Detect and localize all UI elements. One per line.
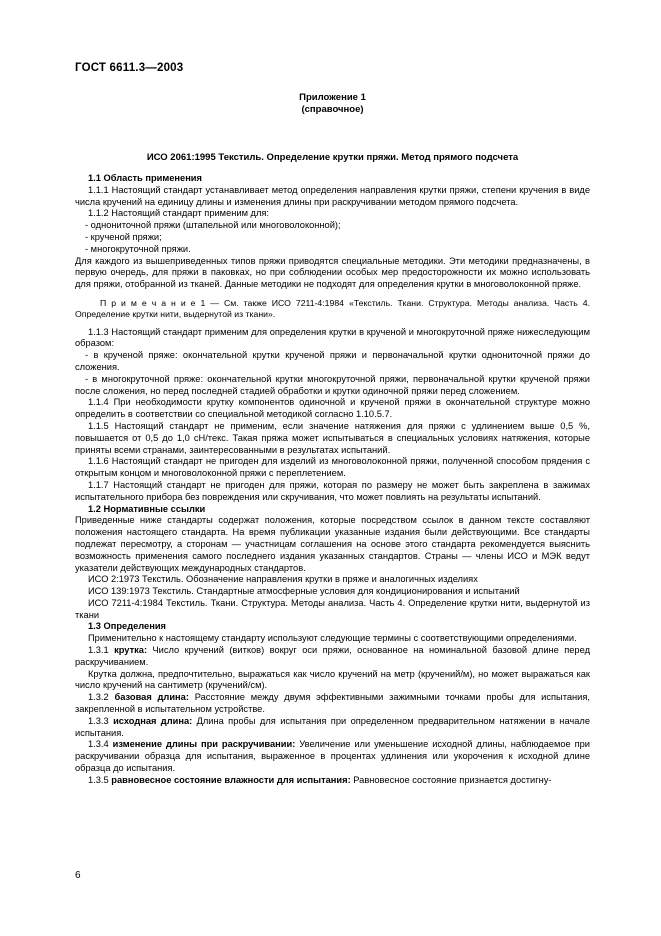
- paragraph-para: 1.1.6 Настоящий стандарт не пригоден для изделий из многоволоконной пряжи, полученной способом прядения с открытым концом и многоволоконной пряжи с переплетением.: [75, 456, 590, 479]
- paragraph-para: Применительно к настоящему стандарту используют следующие термины с соответствующими определениями.: [88, 633, 577, 644]
- term-bold: крутка:: [114, 645, 148, 656]
- page-number: 6: [75, 870, 81, 881]
- annex-block: [75, 92, 590, 116]
- paragraph-note: П р и м е ч а н и е 1 — См. также ИСО 7211-4:1984 «Текстиль. Ткани. Структура. Методы анализа. Часть 4. Определение крутки нити, выдернутой из ткани».: [75, 297, 590, 319]
- paragraph-heading: 1.3 Определения: [88, 621, 166, 632]
- paragraph-list: - в многокруточной пряже: окончательной крутки многокруточной пряжи, первоначальной крутки крученой пряжи после сложения, но перед последней стадией обработки и крутки одиночной пряжи перед сложением.: [75, 373, 590, 396]
- paragraph-list: - однониточной пряжи (штапельной или многоволоконной);: [85, 220, 341, 231]
- term-bold: изменение длины при раскручивании:: [112, 739, 296, 750]
- doc-number: ГОСТ 6611.3—2003: [75, 62, 184, 74]
- document-title: ИСО 2061:1995 Текстиль. Определение крутки пряжи. Метод прямого подсчета: [146, 152, 519, 163]
- paragraph-heading: 1.2 Нормативные ссылки: [88, 503, 206, 514]
- paragraph-flush: Для каждого из вышеприведенных типов пряжи приводятся специальные методики. Эти методики предназначены, в первую очередь, для пряжи в паковках, но при соблюдении особых мер предосторожности их можно использовать для пряжи, отобранной из тканей. Данные методики не подходят для определения крутки в многоволоконной пряже.: [75, 255, 590, 290]
- paragraph-para: 1.3.2 базовая длина: Расстояние между двумя эффективными зажимными точками пробы для испытания, закрепленной в испытательном устройстве.: [75, 692, 590, 715]
- paragraph-para: 1.1.5 Настоящий стандарт не применим, если значение натяжения для пряжи с удлинением выше 0,5 %, повышается от 0,5 до 1,0 сН/текс. Такая пряжа может испытываться в специальных условиях натяжения, которые приняты всеми странами, заинтересованными в результатах испытаний.: [75, 420, 590, 455]
- paragraph-ref: ИСО 139:1973 Текстиль. Стандартные атмосферные условия для кондиционирования и испытаний: [88, 586, 520, 597]
- term-bold: исходная длина:: [113, 715, 193, 726]
- term-bold: базовая длина:: [114, 692, 189, 703]
- paragraph-heading: 1.1 Область применения: [88, 173, 202, 183]
- paragraph-para: 1.3.1 крутка: Число кручений (витков) вокруг оси пряжи, основанное на номинальной базовой длине перед раскручиванием.: [75, 645, 590, 667]
- paragraph-flush: Приведенные ниже стандарты содержат положения, которые посредством ссылок в данном тексте составляют положения настоящего стандарта. На время публикации указанные издания были действующими. Все стандарты подлежат пересмотру, а сторонам — участницам соглашения на основе этого стандарта рекомендуется выяснить возможность применения самого последнего издания указанных стандартов. Страны — члены ИСО и МЭК ведут указатели действующих международных стандартов.: [75, 515, 590, 573]
- paragraph-para: 1.1.4 При необходимости крутку компонентов одиночной и крученой пряжи в окончательной структуре можно определить в соответствии со специальной методикой согласно 1.10.5.7.: [75, 397, 590, 420]
- term-bold: равновесное состояние влажности для испытания:: [111, 774, 351, 785]
- paragraph-para: 1.3.3 исходная длина: Длина пробы для испытания при определенном предварительном натяжении в начале испытания.: [75, 715, 591, 738]
- paragraph-para: 1.1.2 Настоящий стандарт применим для:: [88, 208, 270, 219]
- paragraph-para: 1.1.7 Настоящий стандарт не пригоден для пряжи, которая по размеру не может быть закреплена в зажимах испытательного прибора без повреждения или скручивания, что может повлиять на результаты испытаний.: [75, 479, 590, 502]
- paragraph-list: - многокруточной пряжи.: [85, 243, 191, 254]
- paragraph-para: Крутка должна, предпочтительно, выражаться как число кручений на метр (кручений/м), но может выражаться как число кручений на сантиметр (кручений/см).: [75, 668, 590, 691]
- paragraph-para: 1.1.3 Настоящий стандарт применим для определения крутки в крученой и многокруточной пряже нижеследующим образом:: [75, 326, 590, 349]
- paragraph-list: - в крученой пряже: окончательной крутки крученой пряжи и первоначальной крутки однониточной пряжи до сложения.: [75, 350, 590, 372]
- document-body: [75, 173, 590, 787]
- annex-title: Приложение 1: [299, 92, 366, 103]
- paragraph-para: 1.3.5 равновесное состояние влажности для испытания: Равновесное состояние признается достигну-: [88, 774, 552, 785]
- paragraph-para: 1.3.4 изменение длины при раскручивании: Увеличение или уменьшение исходной длины, наблюдаемое при раскручивании образца для испытания, выраженное в процентах удлинения или укорочения к исходной длине образца до испытания.: [75, 739, 590, 774]
- paragraph-ref: ИСО 2:1973 Текстиль. Обозначение направления крутки в пряже и аналогичных изделиях: [88, 574, 478, 585]
- annex-subtitle: (справочное): [301, 104, 364, 115]
- paragraph-list: - крученой пряжи;: [85, 231, 162, 242]
- paragraph-para: 1.1.1 Настоящий стандарт устанавливает метод определения направления крутки пряжи, степени кручения в виде числа кручений на единицу длины и изменения длины при раскручивании методом прямого подсчета.: [75, 184, 590, 207]
- paragraph-ref: ИСО 7211-4:1984 Текстиль. Ткани. Структура. Методы анализа. Часть 4. Определение крутки нити, выдернутой из ткани: [75, 597, 590, 620]
